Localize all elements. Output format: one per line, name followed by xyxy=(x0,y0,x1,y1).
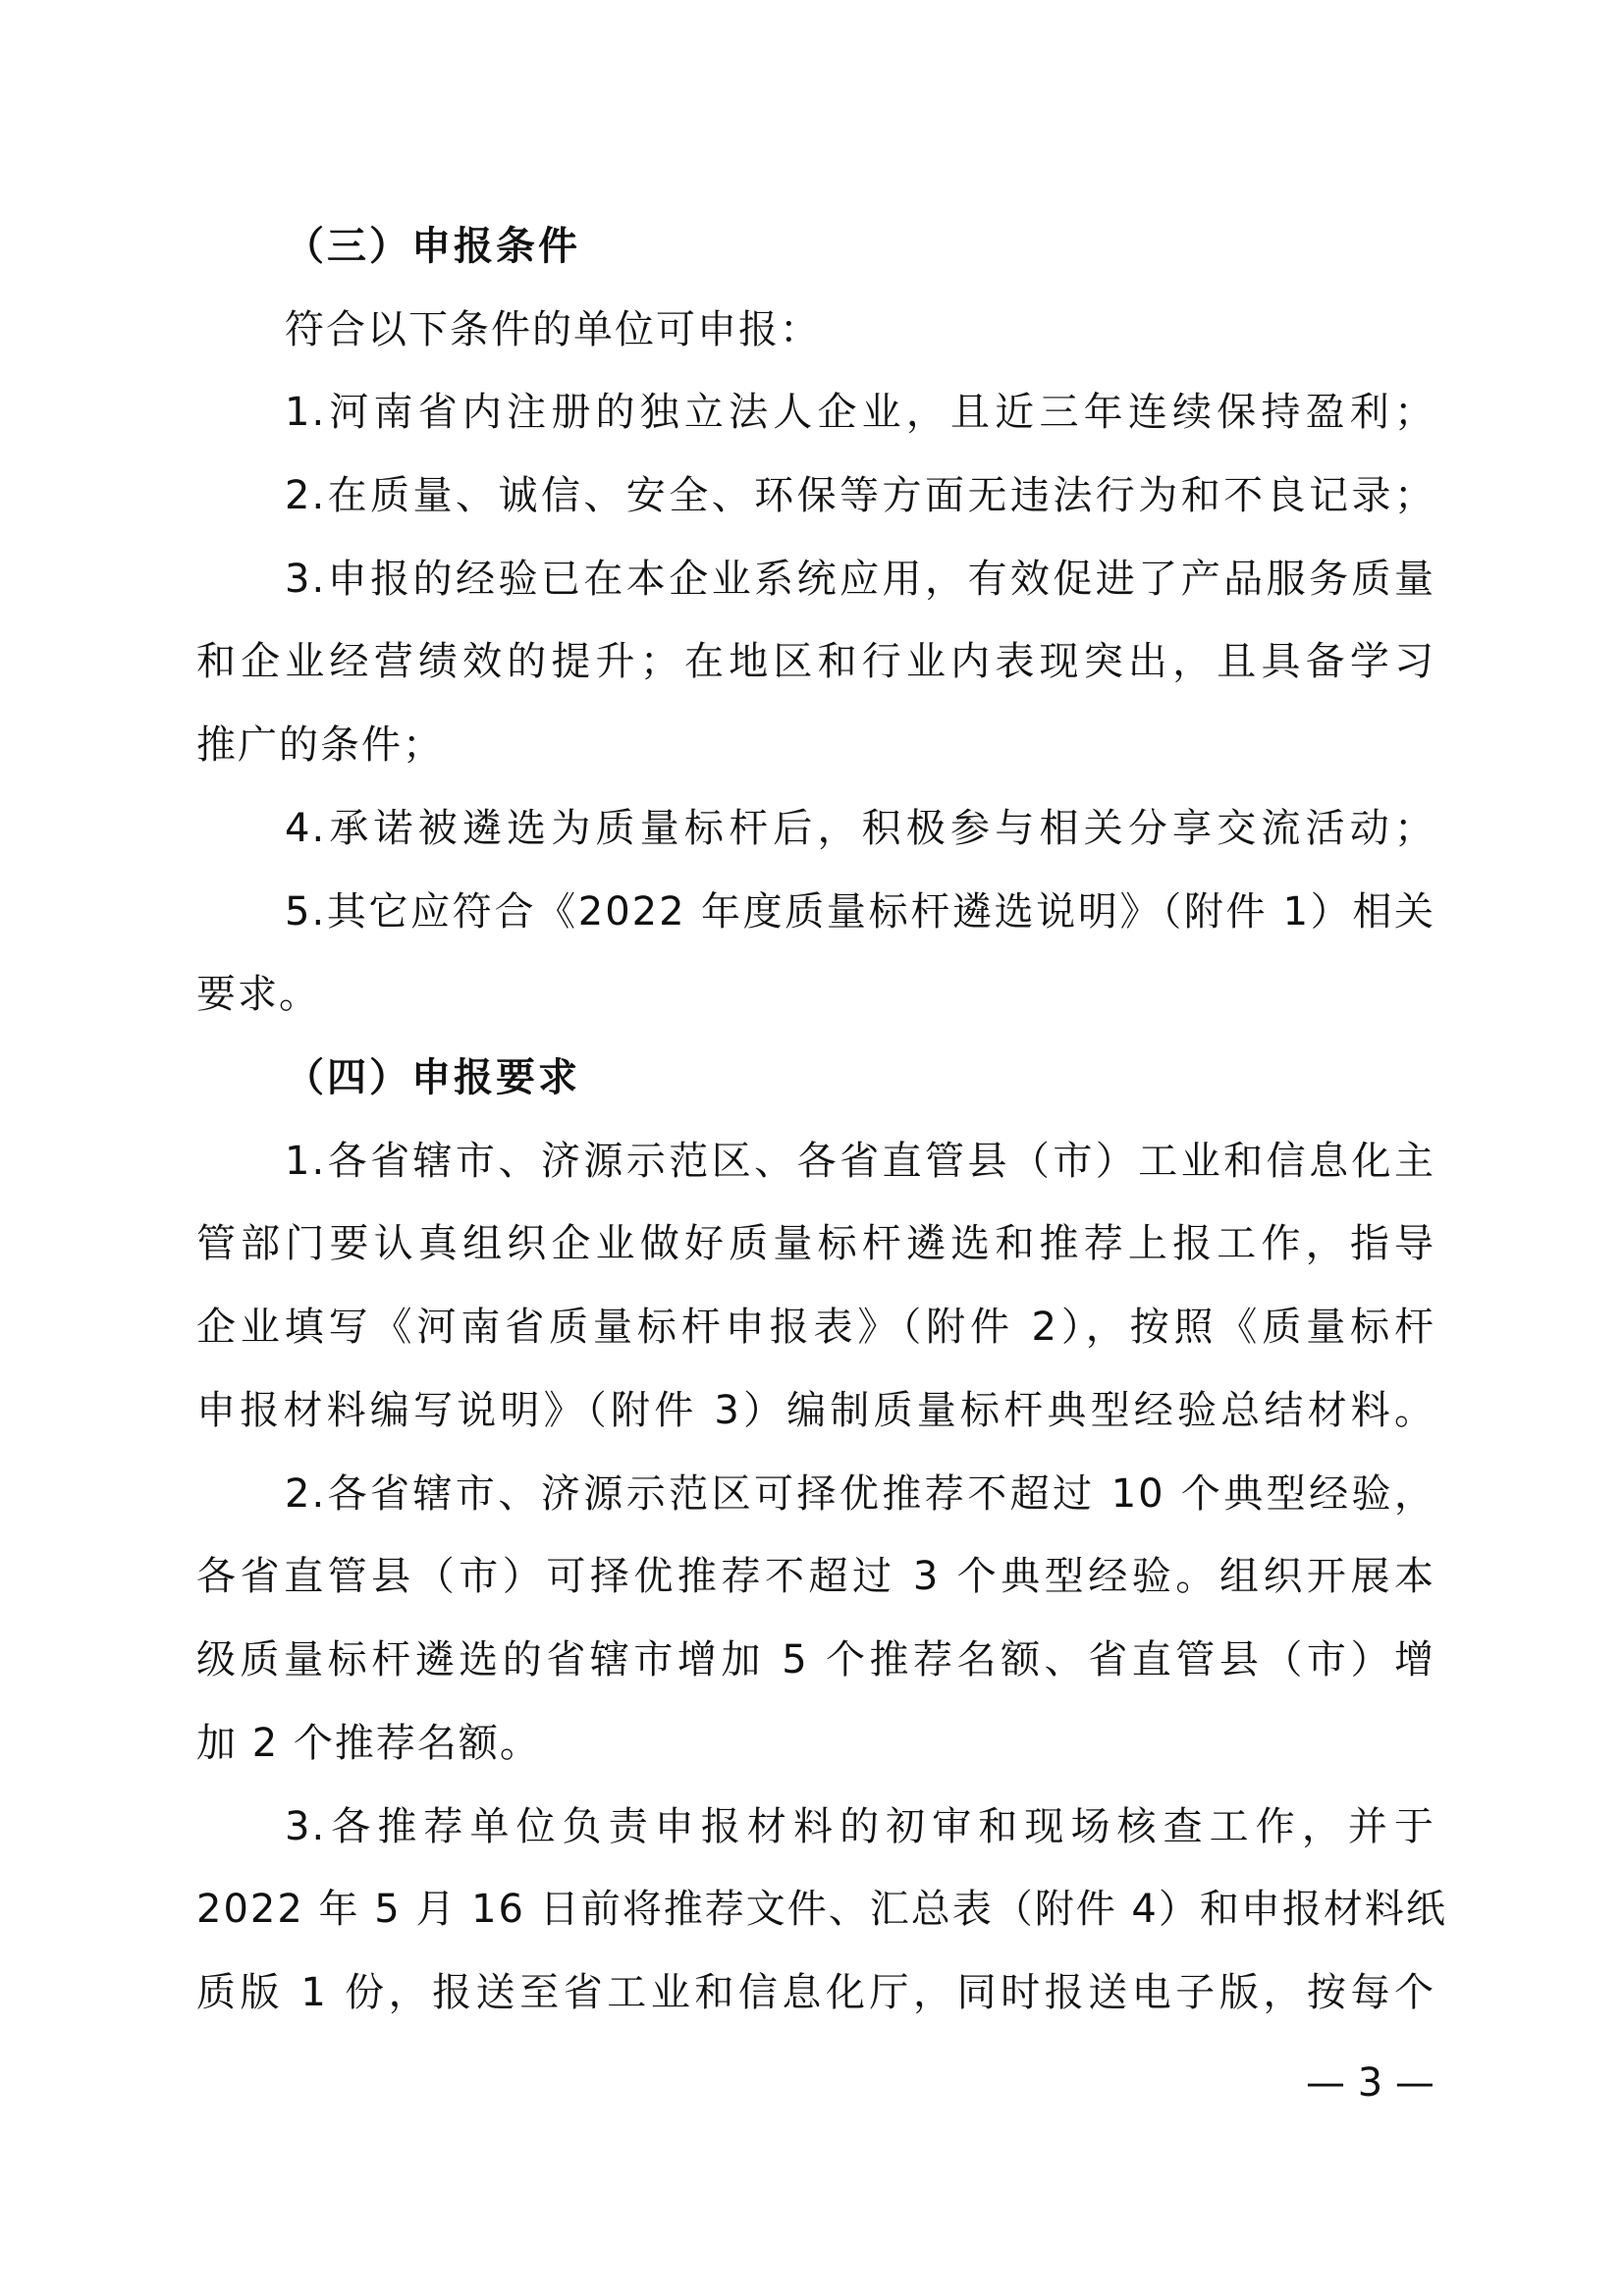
condition-item-3-line-2: 和企业经营绩效的提升；在地区和行业内表现突出，且具备学习 xyxy=(196,639,1435,684)
requirement-item-1-line-1: 1.各省辖市、济源示范区、各省直管县（市）工业和信息化主 xyxy=(285,1139,1435,1184)
requirement-item-3-line-2: 2022 年 5 月 16 日前将推荐文件、汇总表（附件 4）和申报材料纸 xyxy=(196,1887,1447,1932)
condition-item-2: 2.在质量、诚信、安全、环保等方面无违法行为和不良记录； xyxy=(285,473,1435,518)
section-heading-requirements: （四）申报要求 xyxy=(285,1055,580,1100)
condition-item-4: 4.承诺被遴选为质量标杆后，积极参与相关分享交流活动； xyxy=(285,806,1435,851)
condition-item-1: 1.河南省内注册的独立法人企业，且近三年连续保持盈利； xyxy=(285,390,1435,435)
condition-item-3-line-1: 3.申报的经验已在本企业系统应用，有效促进了产品服务质量 xyxy=(285,557,1435,602)
requirement-item-3-line-3: 质版 1 份，报送至省工业和信息化厅，同时报送电子版，按每个 xyxy=(196,1970,1435,2015)
condition-item-5-line-2: 要求。 xyxy=(196,972,320,1017)
requirement-item-2-line-3: 级质量标杆遴选的省辖市增加 5 个推荐名额、省直管县（市）增 xyxy=(196,1637,1435,1682)
condition-item-3-line-3: 推广的条件； xyxy=(196,722,444,768)
requirement-item-1-line-2: 管部门要认真组织企业做好质量标杆遴选和推荐上报工作，指导 xyxy=(196,1221,1435,1266)
page-number: — 3 — xyxy=(1306,2060,1435,2106)
requirement-item-2-line-1: 2.各省辖市、济源示范区可择优推荐不超过 10 个典型经验， xyxy=(285,1471,1435,1517)
requirement-item-2-line-2: 各省直管县（市）可择优推荐不超过 3 个典型经验。组织开展本 xyxy=(196,1554,1435,1599)
section-heading-conditions: （三）申报条件 xyxy=(285,224,580,269)
requirement-item-1-line-4: 申报材料编写说明》（附件 3）编制质量标杆典型经验总结材料。 xyxy=(196,1388,1435,1433)
condition-item-5-line-1: 5.其它应符合《2022 年度质量标杆遴选说明》（附件 1）相关 xyxy=(285,889,1435,934)
requirement-item-2-line-4: 加 2 个推荐名额。 xyxy=(196,1721,541,1766)
requirement-item-1-line-3: 企业填写《河南省质量标杆申报表》（附件 2），按照《质量标杆 xyxy=(196,1305,1435,1350)
conditions-intro: 符合以下条件的单位可申报： xyxy=(285,307,821,352)
requirement-item-3-line-1: 3.各推荐单位负责申报材料的初审和现场核查工作，并于 xyxy=(285,1804,1435,1849)
